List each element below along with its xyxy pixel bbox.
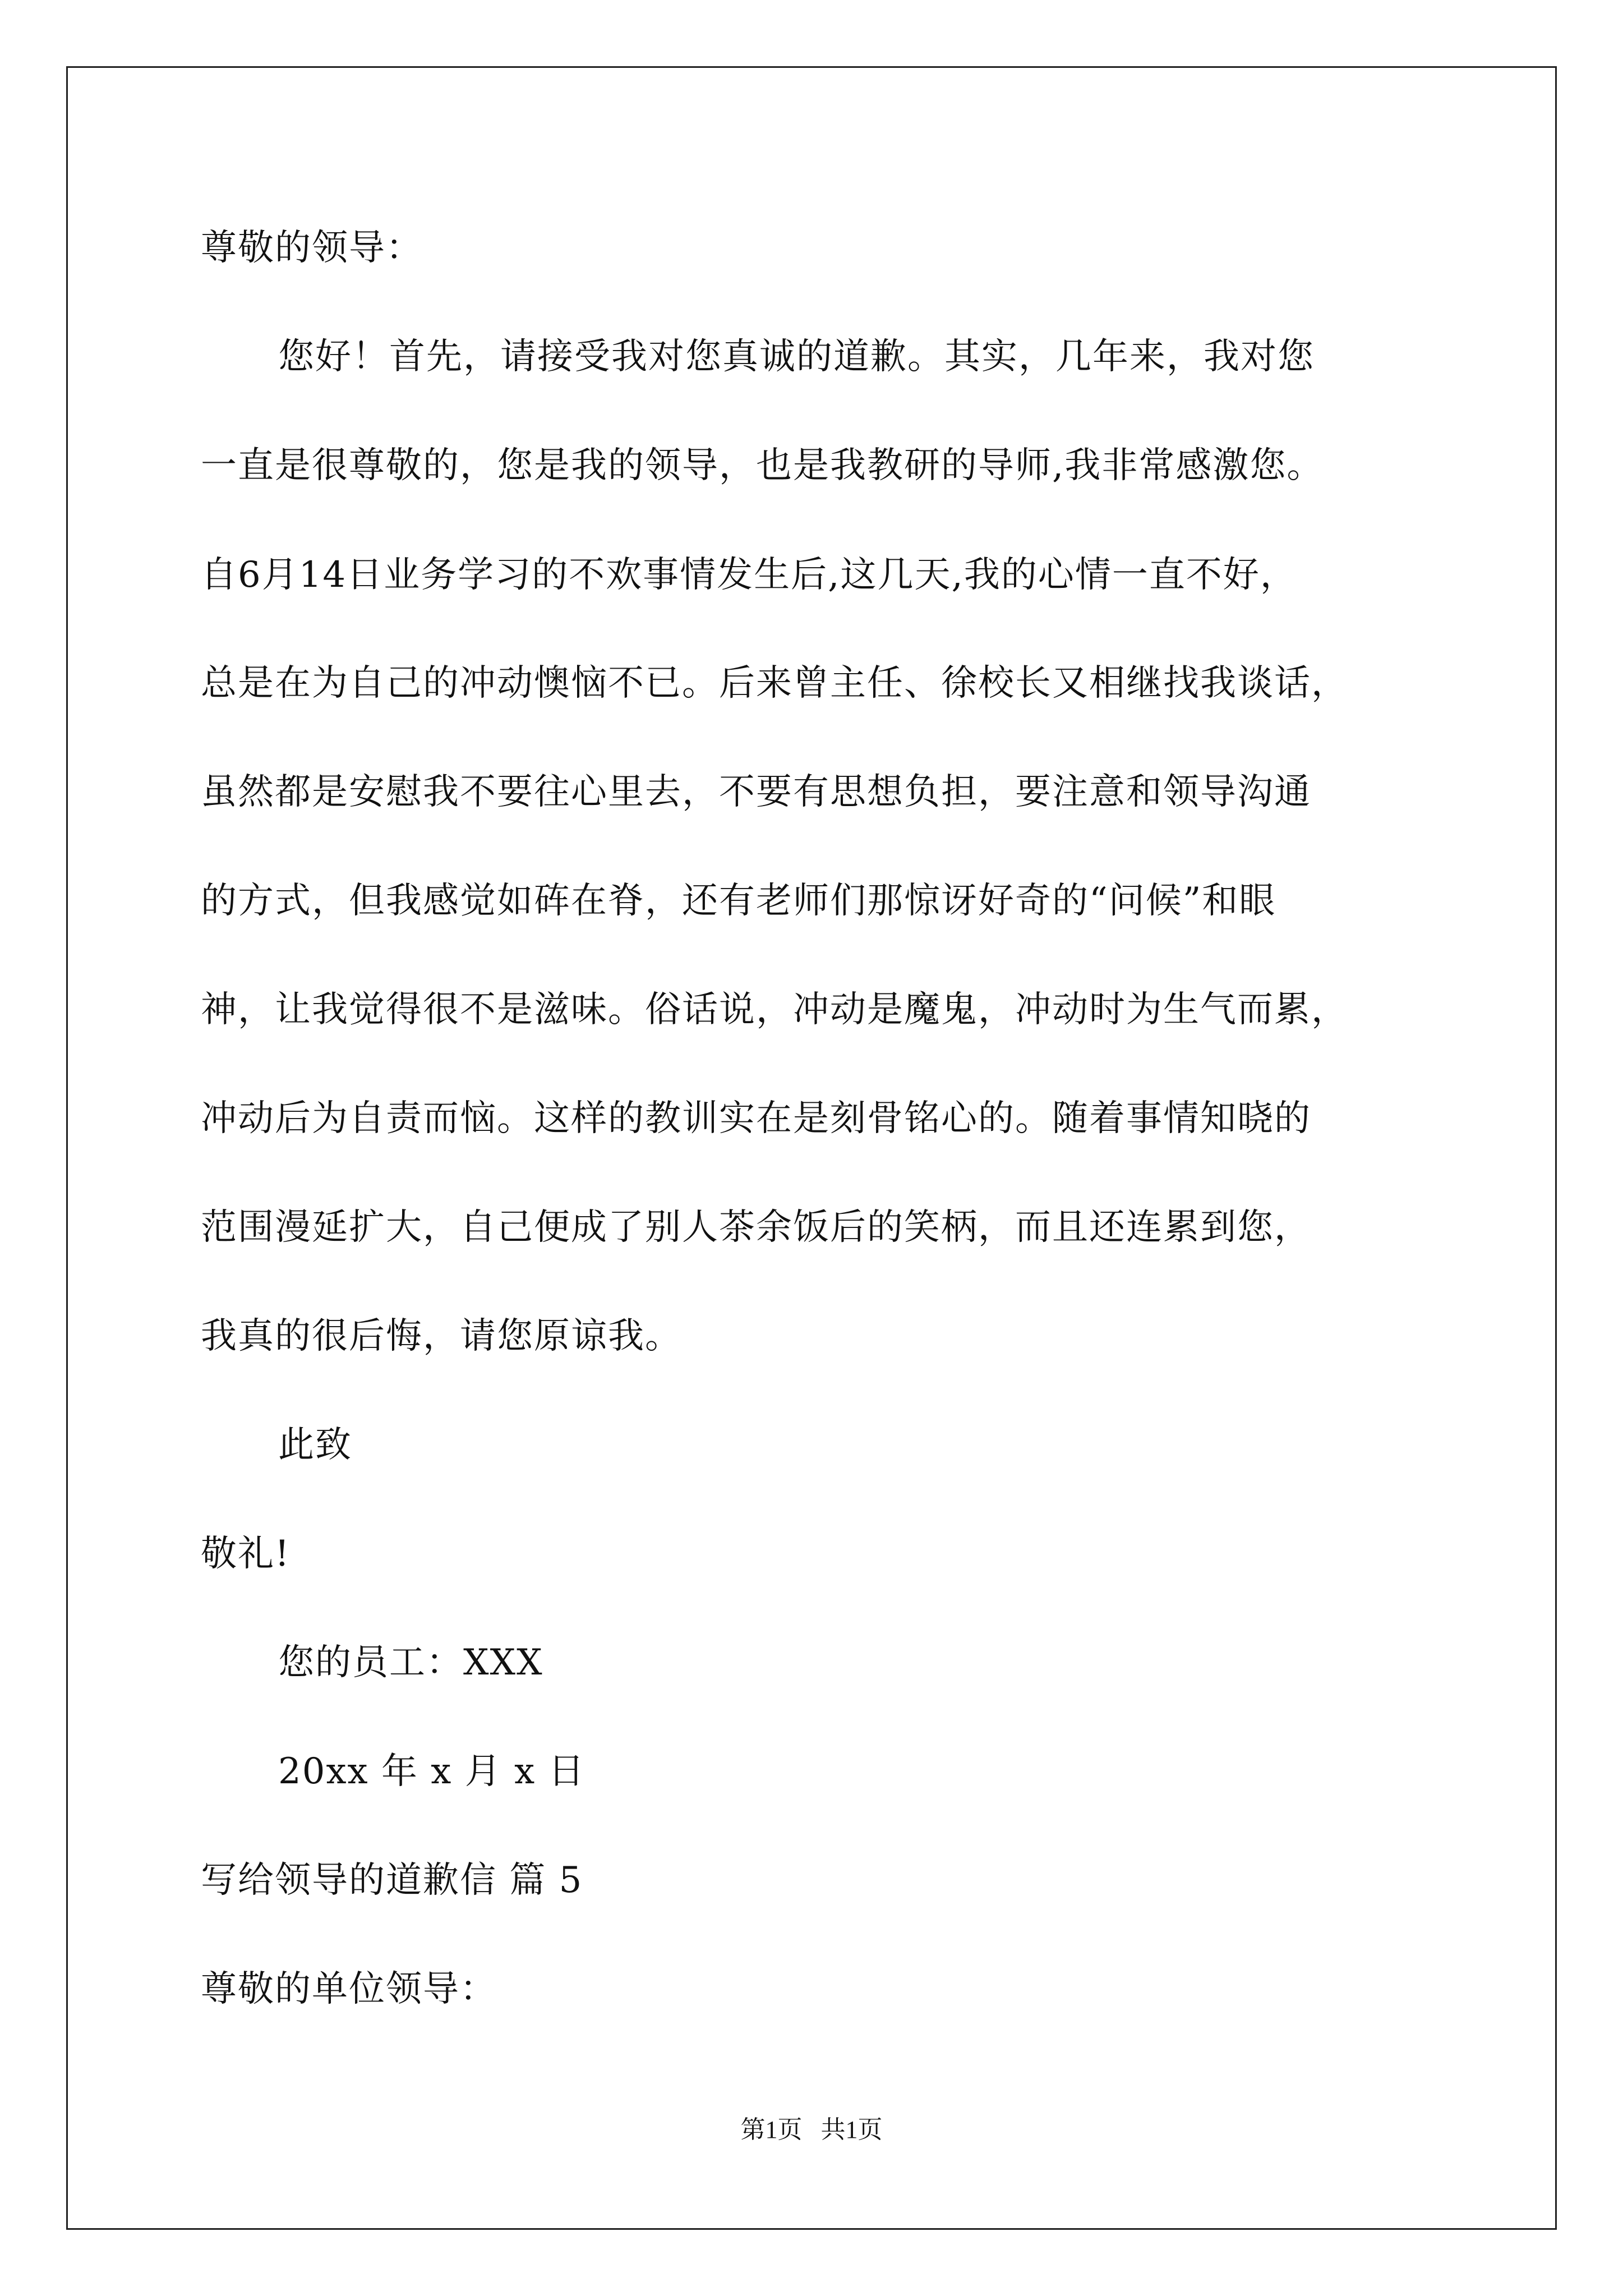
body-line-3: 自6月14日业务学习的不欢事情发生后,这几天,我的心情一直不好，: [201, 554, 1297, 596]
body-line-9: 范围漫延扩大，自己便成了别人茶余饭后的笑柄，而且还连累到您，: [201, 1207, 1311, 1248]
section-title: 写给领导的道歉信 篇 5: [201, 1860, 583, 1901]
body-line-6: 的方式，但我感觉如砗在脊，还有老师们那惊讶好奇的“问候”和眼: [201, 880, 1276, 922]
body-line-7: 神，让我觉得很不是滋味。俗话说，冲动是魔鬼，冲动时为生气而累，: [201, 989, 1348, 1030]
closing-salute: 敬礼!: [201, 1533, 291, 1575]
closing-respectfully: 此致: [278, 1424, 352, 1466]
next-salutation: 尊敬的单位领导：: [201, 1968, 497, 2010]
page-border: [66, 66, 1557, 2230]
signature: 您的员工：XXX: [278, 1642, 543, 1683]
body-line-2: 一直是很尊敬的，您是我的领导，也是我教研的导师,我非常感激您。: [201, 445, 1324, 486]
salutation: 尊敬的领导：: [201, 227, 423, 269]
body-line-8: 冲动后为自责而恼。这样的教训实在是刻骨铭心的。随着事情知晓的: [201, 1098, 1311, 1139]
date: 20xx 年 x 月 x 日: [278, 1751, 585, 1792]
body-line-5: 虽然都是安慰我不要往心里去，不要有思想负担，要注意和领导沟通: [201, 771, 1311, 813]
body-line-1: 您好！首先，请接受我对您真诚的道歉。其实，几年来，我对您: [278, 336, 1315, 378]
page-footer: 第1页 共1页: [740, 2116, 883, 2143]
body-line-4: 总是在为自己的冲动懊恼不已。后来曾主任、徐校长又相继找我谈话，: [201, 662, 1348, 704]
body-line-10: 我真的很后悔，请您原谅我。: [201, 1315, 682, 1357]
